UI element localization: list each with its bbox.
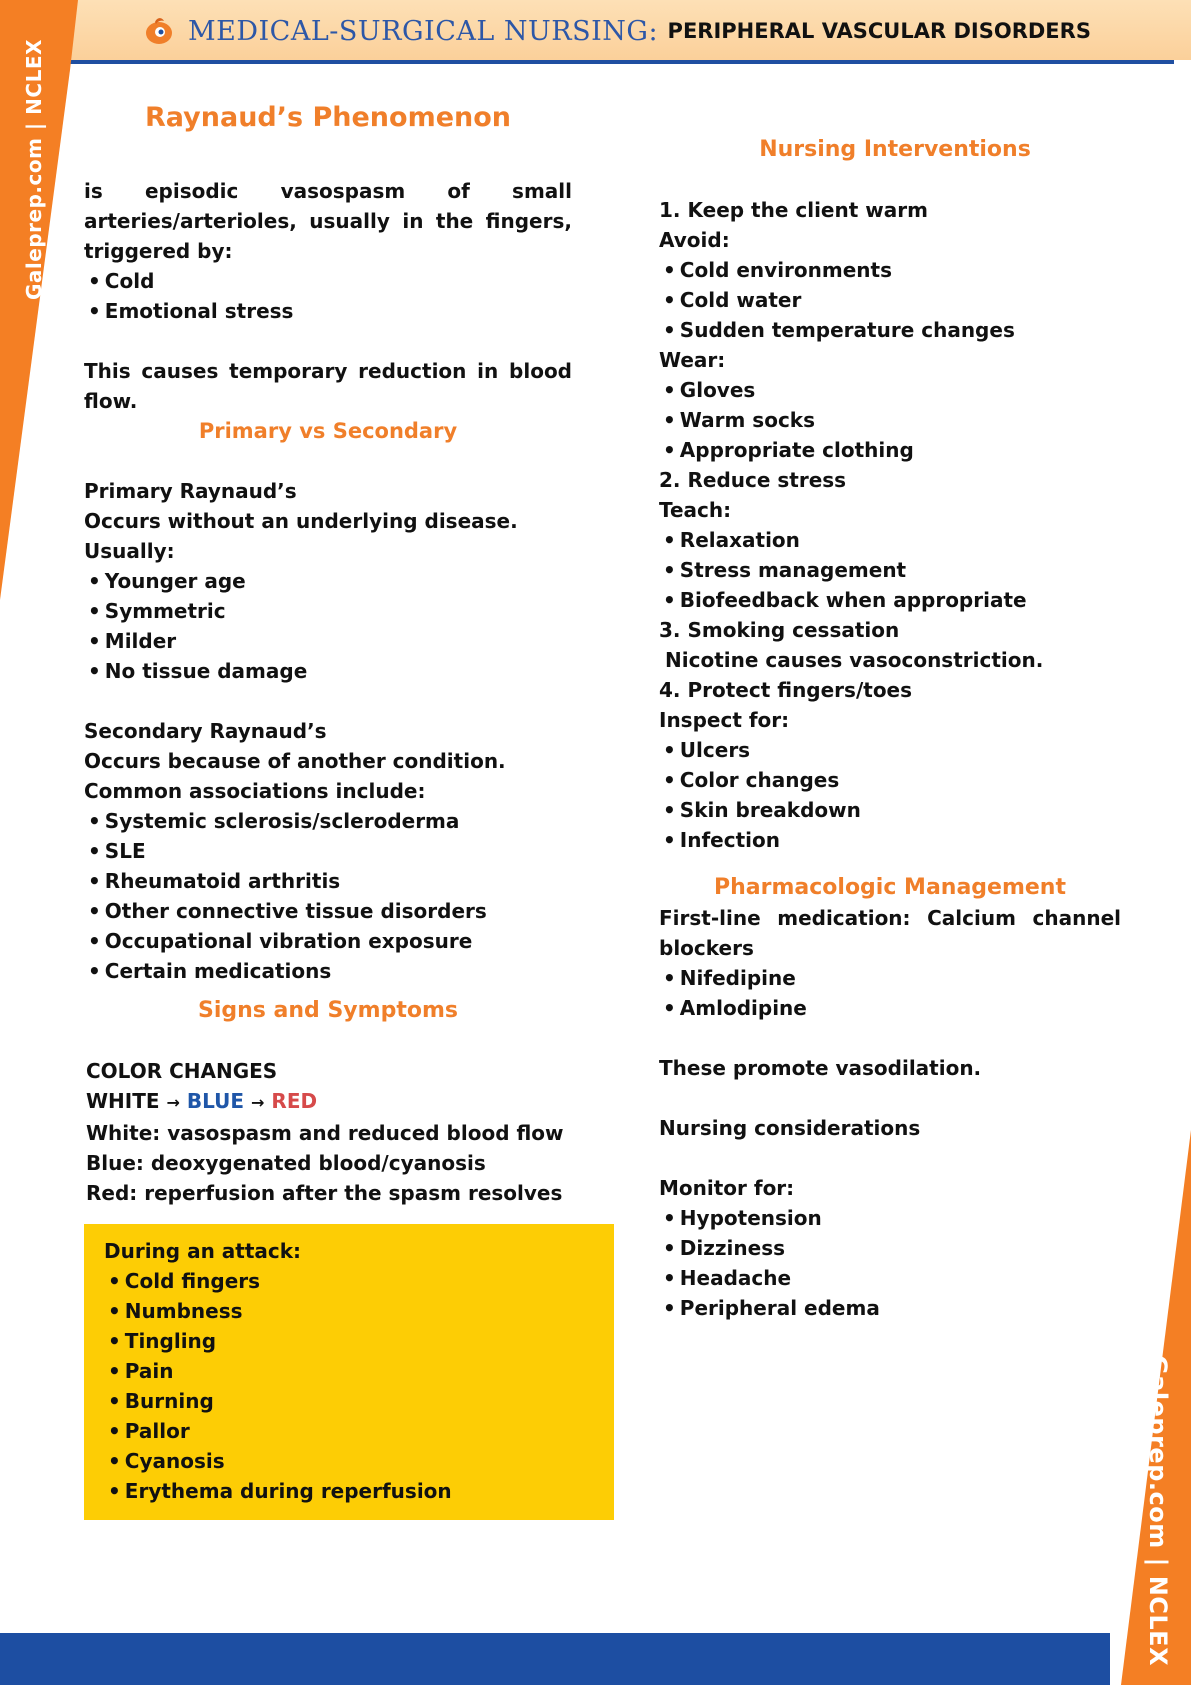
footer-band [0, 1633, 1110, 1685]
monitor-item: • Hypotension [659, 1203, 1121, 1233]
teach-item: • Biofeedback when appropriate [659, 585, 1121, 615]
primary-desc: Occurs without an underlying disease. [84, 509, 518, 533]
smoking-title: 3. Smoking cessation [659, 618, 900, 642]
primary-title: Primary Raynaud’s [84, 479, 297, 503]
color-sequence [84, 1086, 572, 1118]
secondary-title: Secondary Raynaud’s [84, 719, 327, 743]
monitor-item: • Peripheral edema [659, 1293, 1121, 1323]
color-changes-title: COLOR CHANGES [86, 1059, 278, 1083]
primary-item: • Milder [84, 626, 572, 656]
left-column [84, 96, 572, 1520]
white-line: White: vasospasm and reduced blood flow [86, 1121, 564, 1145]
trigger-item: • Cold [84, 266, 572, 296]
signs-heading: Signs and Symptoms [198, 998, 458, 1023]
protect-title: 4. Protect fingers/toes [659, 678, 913, 702]
med-item: • Amlodipine [659, 993, 1121, 1023]
stress-title: 2. Reduce stress [659, 468, 847, 492]
attack-item: • Cold fingers [104, 1266, 614, 1296]
arrow-icon: → [251, 1093, 265, 1112]
secondary-desc: Occurs because of another condition. [84, 749, 506, 773]
inspect-item: • Skin breakdown [659, 795, 1121, 825]
considerations-text: Nursing considerations [659, 1116, 921, 1140]
med-item: • Nifedipine [659, 963, 1121, 993]
interventions-heading: Nursing Interventions [759, 137, 1031, 162]
warm-title: 1. Keep the client warm [659, 198, 928, 222]
logo-icon [142, 16, 176, 46]
attack-item: • Numbness [104, 1296, 614, 1326]
attack-item: • Burning [104, 1386, 614, 1416]
intro-text: is episodic vasospasm of small arteries/arterioles, usually in the fingers, triggered by: [84, 179, 572, 263]
wear-label: Wear: [659, 348, 726, 372]
teach-item: • Stress management [659, 555, 1121, 585]
blue-line: Blue: deoxygenated blood/cyanosis [86, 1151, 486, 1175]
inspect-item: • Color changes [659, 765, 1121, 795]
primary-item: • Younger age [84, 566, 572, 596]
promote-text: These promote vasodilation. [659, 1056, 982, 1080]
header-title: MEDICAL-SURGICAL NURSING [188, 15, 649, 47]
nicotine-text: Nicotine causes vasoconstriction. [665, 648, 1044, 672]
secondary-item: • Occupational vibration exposure [84, 926, 572, 956]
primary-usually: Usually: [84, 539, 175, 563]
primary-item: • No tissue damage [84, 656, 572, 686]
attack-item: • Tingling [104, 1326, 614, 1356]
wear-item: • Appropriate clothing [659, 435, 1121, 465]
attack-item: • Pain [104, 1356, 614, 1386]
pharm-heading: Pharmacologic Management [714, 875, 1066, 900]
arrow-icon: → [166, 1093, 180, 1112]
attack-box [84, 1224, 614, 1520]
teach-label: Teach: [659, 498, 732, 522]
primary-item: • Symmetric [84, 596, 572, 626]
secondary-item: • Systemic sclerosis/scleroderma [84, 806, 572, 836]
secondary-item: • Rheumatoid arthritis [84, 866, 572, 896]
monitor-label: Monitor for: [659, 1176, 795, 1200]
seq-blue: BLUE [186, 1089, 245, 1113]
attack-item: • Cyanosis [104, 1446, 614, 1476]
header-colon: : [648, 15, 658, 47]
attack-item: • Erythema during reperfusion [104, 1476, 614, 1506]
page-title: Raynaud’s Phenomenon [144, 102, 512, 133]
avoid-item: • Sudden temperature changes [659, 315, 1121, 345]
right-column [659, 135, 1121, 1323]
primary-vs-secondary-heading: Primary vs Secondary [198, 419, 458, 443]
right-banner-text: Galeprep.com | NCLEX [1144, 1355, 1172, 1667]
avoid-label: Avoid: [659, 228, 730, 252]
secondary-item: • Certain medications [84, 956, 572, 986]
red-line: Red: reperfusion after the spasm resolves [86, 1181, 563, 1205]
secondary-item: • Other connective tissue disorders [84, 896, 572, 926]
effect-text: This causes temporary reduction in blood flow. [84, 359, 572, 413]
secondary-common: Common associations include: [84, 779, 426, 803]
header-content [142, 14, 1091, 48]
header-subtitle: PERIPHERAL VASCULAR DISORDERS [667, 19, 1091, 43]
secondary-item: • SLE [84, 836, 572, 866]
teach-item: • Relaxation [659, 525, 1121, 555]
seq-white: WHITE [86, 1089, 160, 1113]
header-underline [70, 60, 1174, 64]
monitor-item: • Dizziness [659, 1233, 1121, 1263]
inspect-item: • Infection [659, 825, 1121, 855]
avoid-item: • Cold environments [659, 255, 1121, 285]
first-line-text: First-line medication: Calcium channel blockers [659, 906, 1121, 960]
wear-item: • Warm socks [659, 405, 1121, 435]
monitor-item: • Headache [659, 1263, 1121, 1293]
attack-item: • Pallor [104, 1416, 614, 1446]
wear-item: • Gloves [659, 375, 1121, 405]
inspect-label: Inspect for: [659, 708, 790, 732]
seq-red: RED [271, 1089, 318, 1113]
left-banner-text: Galeprep.com | NCLEX [22, 39, 46, 300]
trigger-item: • Emotional stress [84, 296, 572, 326]
attack-title: During an attack: [104, 1239, 302, 1263]
inspect-item: • Ulcers [659, 735, 1121, 765]
avoid-item: • Cold water [659, 285, 1121, 315]
